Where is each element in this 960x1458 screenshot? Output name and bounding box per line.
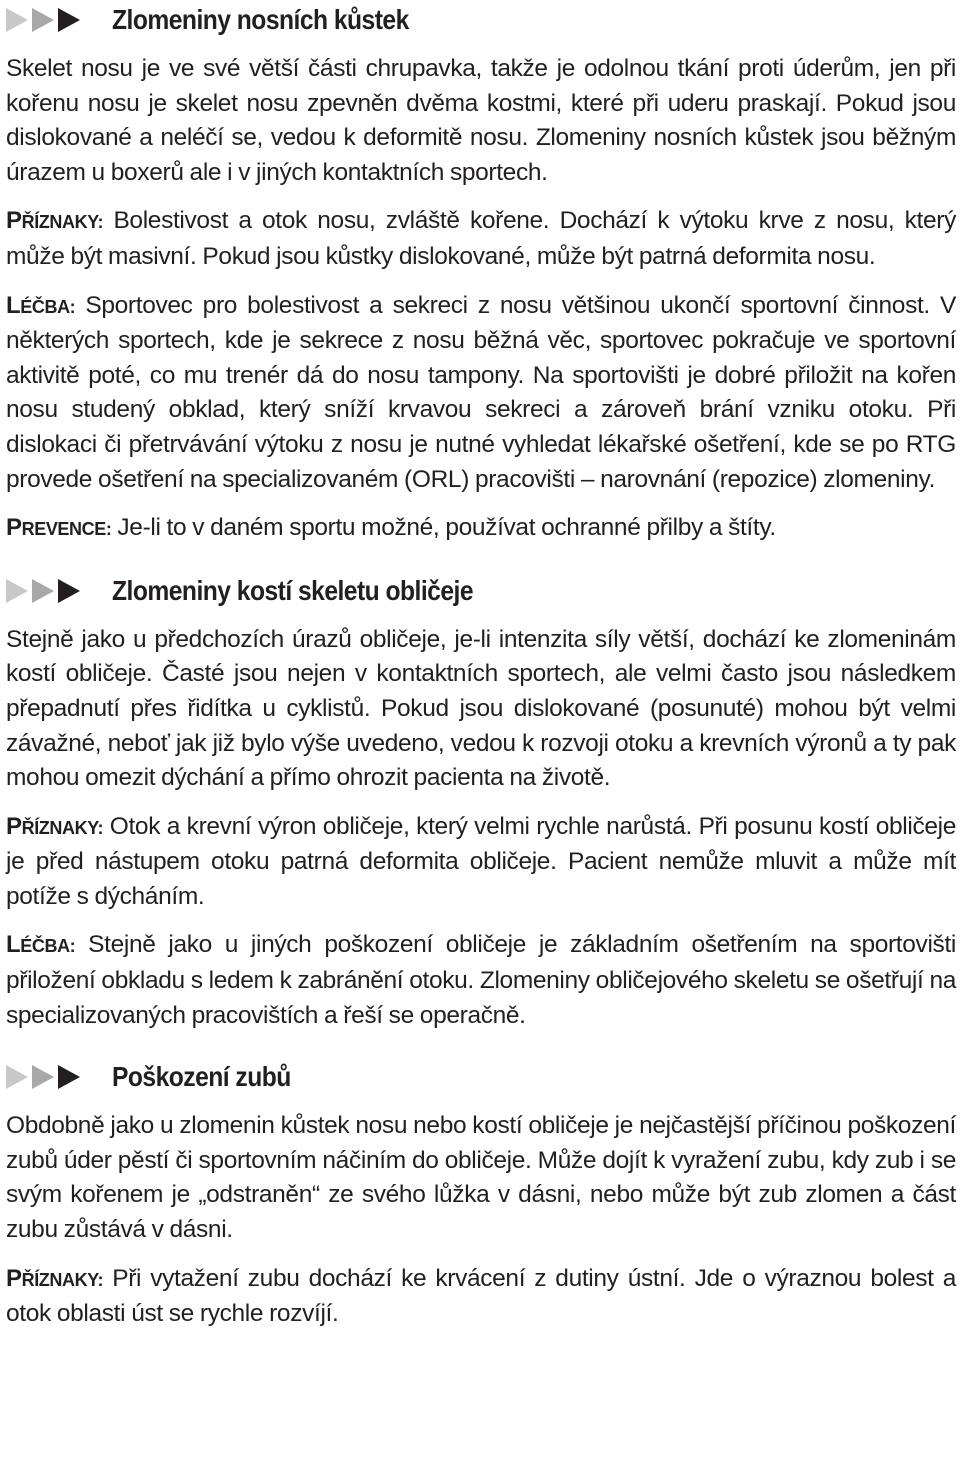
- triple-arrow-icon: [6, 579, 112, 603]
- arrow-light-icon: [6, 579, 28, 603]
- arrow-mid-icon: [32, 8, 54, 32]
- symptoms-text: Při vytažení zubu dochází ke krvácení z dutiny ústní. Jde o výraznou bolest a otok oblasti úst se rychle rozvíjí.: [6, 1264, 956, 1328]
- arrow-light-icon: [6, 1065, 28, 1089]
- section-heading-facial-fractures: [6, 571, 956, 611]
- heading-text: Zlomeniny nosních kůstek: [112, 4, 409, 35]
- paragraph-intro: Skelet nosu je ve své větší části chrupavka, takže je odolnou tkání proti úderům, jen při kořenu nosu je skelet nosu zpevněn dvěma kostmi, které při uderu praskají. Pokud jsou dislokované a neléčí se, vedou k deformitě nosu. Zlomeniny nosních kůstek jsou běžným úrazem u boxerů ale i v jiných kontaktních sportech.: [6, 55, 956, 186]
- arrow-mid-icon: [32, 579, 54, 603]
- treatment-label: LÉČBA:: [6, 291, 76, 319]
- heading-text: Zlomeniny kostí skeletu obličeje: [112, 574, 474, 606]
- arrow-dark-icon: [58, 8, 80, 32]
- symptoms-text: Otok a krevní výron obličeje, který velmi rychle narůstá. Při posunu kostí obličeje je před nástupem otoku patrná deformita obličeje. Pacient nemůže mluvit a může mít potíže s dýcháním.: [6, 812, 956, 910]
- section-heading-nasal-fractures: [6, 0, 956, 40]
- paragraph-symptoms: [6, 204, 956, 274]
- arrow-dark-icon: [58, 1065, 80, 1089]
- paragraph-intro: Stejně jako u předchozích úrazů obličeje, je-li intenzita síly větší, dochází ke zlomeninám kostí obličeje. Časté jsou nejen v kontaktních sportech, ale velmi často jsou následkem přepadnutí přes řidítka u cyklistů. Pokud jsou dislokované (posunuté) mohou být velmi závažné, neboť jak již bylo výše uvedeno, vedou k rozvoji otoku a krevních výronů a ty pak mohou omezit dýchání a přímo ohrozit pacienta na životě.: [6, 625, 956, 792]
- triple-arrow-icon: [6, 1065, 112, 1089]
- paragraph-prevention: [6, 511, 956, 547]
- treatment-text: Sportovec pro bolestivost a sekreci z nosu většinou ukončí sportovní činnost. V některých sportech, kde je sekrece z nosu běžná věc, sportovec pokračuje ve sportovní aktivitě poté, co mu trenér dá do nosu tampony. Na sportovišti je dobré přiložit na kořen nosu studený obklad, který sníží krvavou sekreci a zároveň brání vzniku otoku. Při dislokaci či přetrvávání výtoku z nosu je nutné vyhledat lékařské ošetření, kde se po RTG provede ošetření na specializovaném (ORL) pracovišti – narovnání (repozice) zlomeniny.: [6, 291, 956, 493]
- prevention-label: PREVENCE:: [6, 514, 112, 542]
- symptoms-label: PŘÍZNAKY:: [6, 1264, 104, 1292]
- symptoms-label: PŘÍZNAKY:: [6, 812, 104, 840]
- paragraph-treatment: [6, 928, 956, 1033]
- paragraph-treatment: [6, 289, 956, 498]
- prevention-text: Je-li to v daném sportu možné, používat ochranné přilby a štíty.: [117, 514, 776, 542]
- symptoms-text: Bolestivost a otok nosu, zvláště kořene. Dochází k výtoku krve z nosu, který může být masivní. Pokud jsou kůstky dislokované, může být patrná deformita nosu.: [6, 207, 956, 270]
- paragraph-symptoms: [6, 810, 956, 915]
- paragraph-symptoms: [6, 1262, 956, 1332]
- paragraph-intro: Obdobně jako u zlomenin kůstek nosu nebo kostí obličeje je nejčastější příčinou poškození zubů úder pěstí či sportovním náčiním do obličeje. Může dojít k vyražení zubu, kdy zub i se svým kořenem je „odstraněn“ ze svého lůžka v dásni, nebo může být zub zlomen a část zubu zůstává v dásni.: [6, 1112, 956, 1244]
- treatment-label: LÉČBA:: [6, 931, 76, 959]
- arrow-dark-icon: [58, 579, 80, 603]
- triple-arrow-icon: [6, 8, 112, 32]
- section-heading-tooth-damage: [6, 1057, 956, 1097]
- treatment-text: Stejně jako u jiných poškození obličeje je základním ošetřením na sportovišti přiložení obkladu s ledem k zabránění otoku. Zlomeniny obličejového skeletu se ošetřují na specializovaných pracovištích a řeší se operačně.: [6, 931, 956, 1029]
- arrow-mid-icon: [32, 1065, 54, 1089]
- arrow-light-icon: [6, 8, 28, 32]
- heading-text: Poškození zubů: [112, 1061, 291, 1093]
- symptoms-label: PŘÍZNAKY:: [6, 207, 104, 235]
